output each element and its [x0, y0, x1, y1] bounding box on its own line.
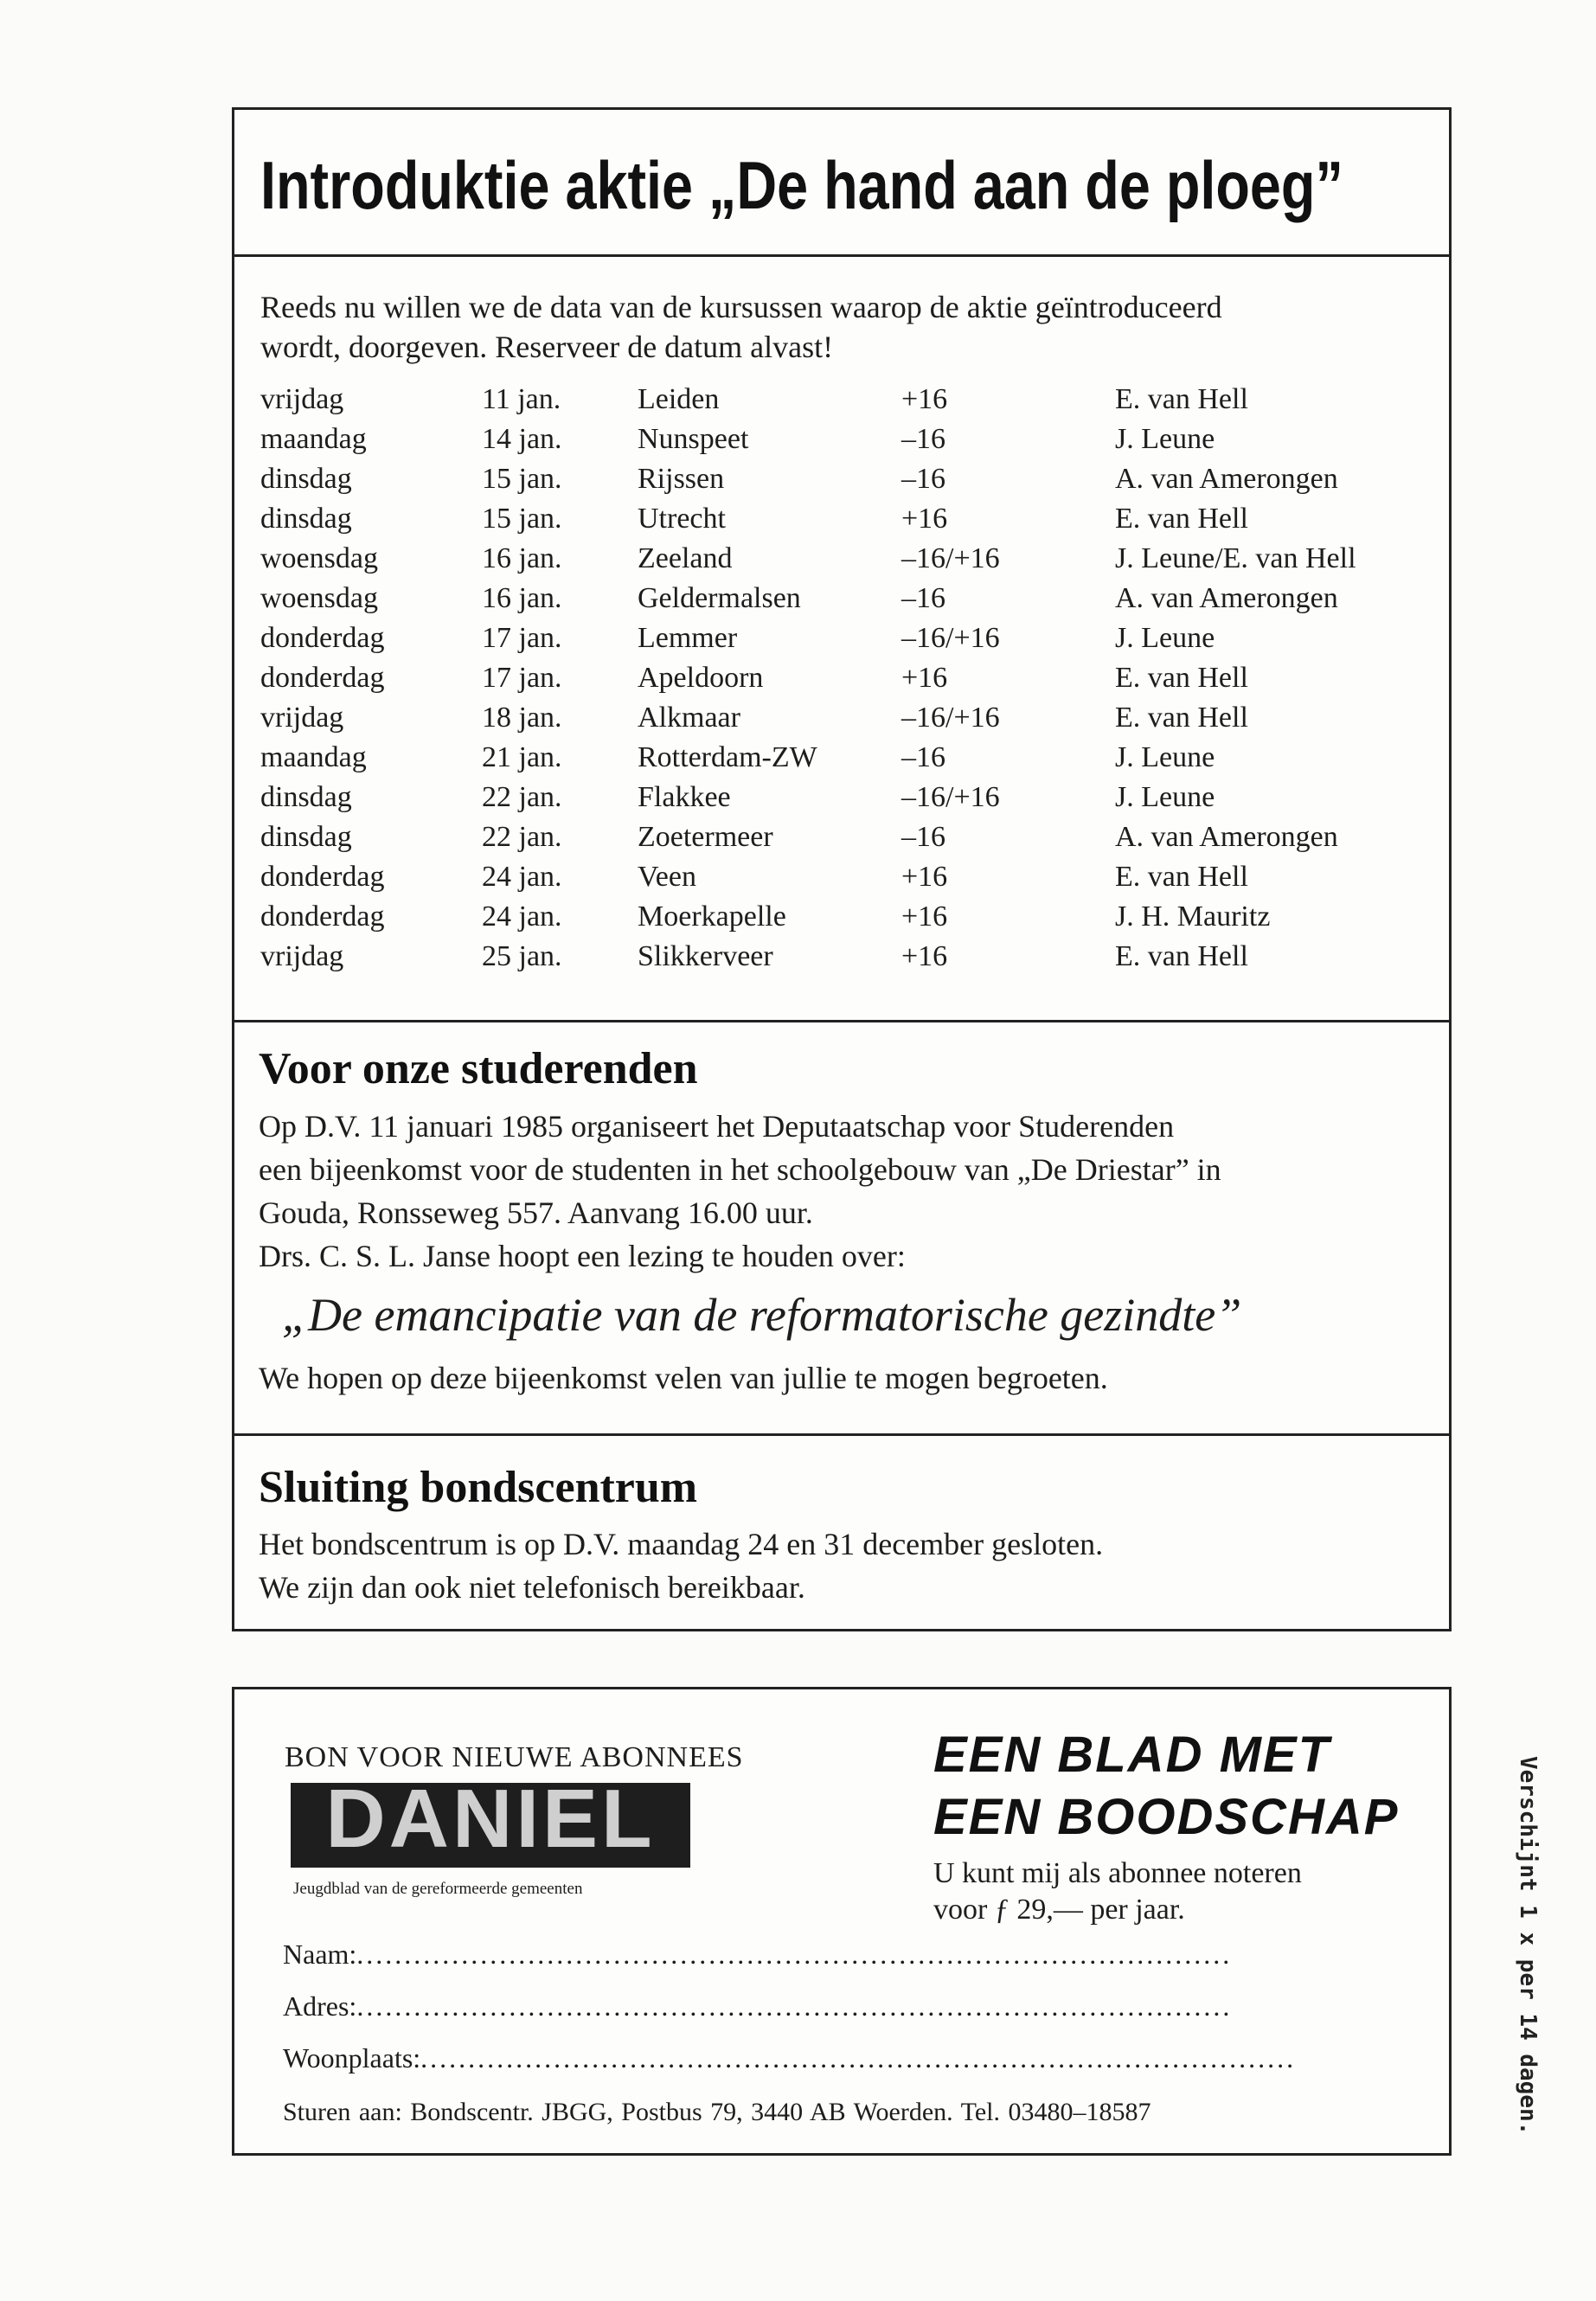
schedule-age: +16: [901, 861, 948, 893]
schedule-speaker: A. van Amerongen: [1115, 821, 1338, 853]
intro-section: [232, 107, 1452, 1020]
slogan-line: EEN BOODSCHAP: [933, 1789, 1400, 1845]
schedule-date: 16 jan.: [482, 582, 562, 614]
schedule-day: dinsdag: [260, 463, 352, 495]
studerenden-line: Gouda, Ronsseweg 557. Aanvang 16.00 uur.: [259, 1195, 813, 1230]
table-row: [260, 857, 1401, 897]
schedule-place: Zoetermeer: [638, 821, 773, 853]
subscription-coupon: [232, 1687, 1452, 2156]
sluiting-section: [232, 1436, 1452, 1631]
schedule-day: dinsdag: [260, 781, 352, 813]
schedule-day: dinsdag: [260, 821, 352, 853]
schedule-speaker: J. Leune: [1115, 781, 1215, 813]
schedule-speaker: J. Leune/E. van Hell: [1115, 542, 1356, 574]
publication-frequency-note: Verschijnt 1 x per 14 dagen.: [1515, 1756, 1541, 2136]
table-row: [260, 897, 1401, 937]
schedule-age: –16/+16: [901, 542, 1000, 574]
course-schedule-body: [260, 380, 1401, 977]
schedule-day: maandag: [260, 423, 367, 455]
table-row: [260, 459, 1401, 499]
schedule-day: woensdag: [260, 582, 378, 614]
sluiting-line: Het bondscentrum is op D.V. maandag 24 en 31 december gesloten.: [259, 1527, 1104, 1561]
schedule-age: +16: [901, 662, 948, 694]
schedule-date: 15 jan.: [482, 463, 562, 495]
schedule-day: donderdag: [260, 901, 385, 933]
schedule-age: –16/+16: [901, 781, 1000, 813]
woonplaats-field[interactable]: [283, 2042, 1390, 2074]
logo-subtitle: Jeugdblad van de gereformeerde gemeenten: [293, 1880, 583, 1898]
intro-text: [260, 287, 1222, 367]
schedule-speaker: A. van Amerongen: [1115, 582, 1338, 614]
woonplaats-label: Woonplaats:: [283, 2042, 421, 2073]
schedule-place: Slikkerveer: [638, 940, 773, 972]
schedule-age: +16: [901, 901, 948, 933]
schedule-age: –16: [901, 463, 945, 495]
schedule-age: +16: [901, 503, 948, 535]
fill-line: ............................................................................................: [356, 1939, 1233, 1970]
schedule-date: 25 jan.: [482, 940, 562, 972]
schedule-speaker: E. van Hell: [1115, 861, 1248, 893]
table-row: [260, 738, 1401, 778]
adres-label: Adres:: [283, 1990, 357, 2022]
intro-title: Introduktie aktie „De hand aan de ploeg”: [260, 147, 1343, 223]
table-row: [260, 619, 1401, 658]
schedule-age: –16: [901, 821, 945, 853]
schedule-date: 24 jan.: [482, 861, 562, 893]
schedule-place: Rijssen: [638, 463, 725, 495]
table-row: [260, 499, 1401, 539]
schedule-date: 16 jan.: [482, 542, 562, 574]
table-row: [260, 658, 1401, 698]
offer-line: U kunt mij als abonnee noteren: [933, 1857, 1302, 1889]
schedule-age: +16: [901, 383, 948, 415]
schedule-speaker: J. Leune: [1115, 423, 1215, 455]
schedule-place: Veen: [638, 861, 696, 893]
schedule-speaker: J. Leune: [1115, 741, 1215, 773]
schedule-date: 17 jan.: [482, 662, 562, 694]
schedule-place: Rotterdam-ZW: [638, 741, 817, 773]
schedule-date: 17 jan.: [482, 622, 562, 654]
schedule-day: donderdag: [260, 861, 385, 893]
schedule-day: vrijdag: [260, 383, 344, 415]
schedule-age: –16/+16: [901, 702, 1000, 734]
schedule-date: 15 jan.: [482, 503, 562, 535]
schedule-day: woensdag: [260, 542, 378, 574]
mailing-address: Sturen aan: Bondscentr. JBGG, Postbus 79, 3440 AB Woerden. Tel. 03480–18587: [283, 2098, 1151, 2126]
schedule-date: 21 jan.: [482, 741, 562, 773]
schedule-place: Nunspeet: [638, 423, 749, 455]
schedule-date: 18 jan.: [482, 702, 562, 734]
fill-line: ............................................................................................: [356, 1990, 1233, 2022]
daniel-logo: [291, 1783, 690, 1868]
schedule-age: +16: [901, 940, 948, 972]
fill-line: ............................................................................................: [420, 2042, 1297, 2073]
sluiting-heading: Sluiting bondscentrum: [259, 1463, 698, 1512]
schedule-speaker: A. van Amerongen: [1115, 463, 1338, 495]
schedule-place: Alkmaar: [638, 702, 740, 734]
schedule-place: Zeeland: [638, 542, 733, 574]
schedule-place: Geldermalsen: [638, 582, 801, 614]
studerenden-heading: Voor onze studerenden: [259, 1044, 698, 1093]
studerenden-line: Drs. C. S. L. Janse hoopt een lezing te houden over:: [259, 1239, 906, 1273]
schedule-speaker: E. van Hell: [1115, 662, 1248, 694]
schedule-day: maandag: [260, 741, 367, 773]
studerenden-line: We hopen op deze bijeenkomst velen van jullie te mogen begroeten.: [259, 1361, 1108, 1395]
schedule-date: 24 jan.: [482, 901, 562, 933]
schedule-day: vrijdag: [260, 940, 344, 972]
schedule-day: donderdag: [260, 662, 385, 694]
naam-label: Naam:: [283, 1939, 357, 1970]
offer-line: voor ƒ 29,— per jaar.: [933, 1894, 1185, 1926]
studerenden-section: [232, 1020, 1452, 1436]
intro-text-line: Reeds nu willen we de data van de kursussen waarop de aktie geïntroduceerd: [260, 290, 1222, 324]
slogan: [933, 1724, 1399, 1849]
schedule-place: Apeldoorn: [638, 662, 764, 694]
table-row: [260, 698, 1401, 738]
table-row: [260, 817, 1401, 857]
schedule-day: dinsdag: [260, 503, 352, 535]
schedule-date: 22 jan.: [482, 821, 562, 853]
schedule-age: –16/+16: [901, 622, 1000, 654]
schedule-age: –16: [901, 741, 945, 773]
table-row: [260, 380, 1401, 420]
schedule-date: 14 jan.: [482, 423, 562, 455]
schedule-age: –16: [901, 582, 945, 614]
slogan-line: EEN BLAD MET: [933, 1727, 1330, 1783]
logo-wordmark: DANIEL: [325, 1783, 656, 1865]
sluiting-line: We zijn dan ook niet telefonisch bereikbaar.: [259, 1570, 805, 1605]
schedule-speaker: E. van Hell: [1115, 503, 1248, 535]
schedule-day: vrijdag: [260, 702, 344, 734]
coupon-label: BON VOOR NIEUWE ABONNEES: [285, 1741, 744, 1773]
schedule-date: 11 jan.: [482, 383, 561, 415]
schedule-age: –16: [901, 423, 945, 455]
table-row: [260, 539, 1401, 579]
schedule-speaker: J. Leune: [1115, 622, 1215, 654]
schedule-speaker: E. van Hell: [1115, 383, 1248, 415]
table-row: [260, 937, 1401, 977]
schedule-date: 22 jan.: [482, 781, 562, 813]
schedule-place: Utrecht: [638, 503, 726, 535]
schedule-speaker: J. H. Mauritz: [1115, 901, 1271, 933]
course-schedule-table: [260, 380, 1401, 977]
schedule-day: donderdag: [260, 622, 385, 654]
table-row: [260, 420, 1401, 459]
intro-header: [234, 110, 1449, 257]
lecture-title-quote: „De emancipatie van de reformatorische gezindte”: [282, 1289, 1242, 1341]
subscription-offer: [933, 1856, 1302, 1928]
schedule-place: Flakkee: [638, 781, 731, 813]
studerenden-line: Op D.V. 11 januari 1985 organiseert het Deputaatschap voor Studerenden: [259, 1109, 1175, 1144]
schedule-place: Leiden: [638, 383, 720, 415]
table-row: [260, 778, 1401, 817]
naam-field[interactable]: [283, 1939, 1390, 1971]
adres-field[interactable]: [283, 1990, 1390, 2022]
schedule-place: Lemmer: [638, 622, 738, 654]
intro-text-line: wordt, doorgeven. Reserveer de datum alvast!: [260, 330, 834, 364]
studerenden-line: een bijeenkomst voor de studenten in het schoolgebouw van „De Driestar” in: [259, 1152, 1221, 1187]
schedule-place: Moerkapelle: [638, 901, 786, 933]
schedule-speaker: E. van Hell: [1115, 702, 1248, 734]
schedule-speaker: E. van Hell: [1115, 940, 1248, 972]
table-row: [260, 579, 1401, 619]
